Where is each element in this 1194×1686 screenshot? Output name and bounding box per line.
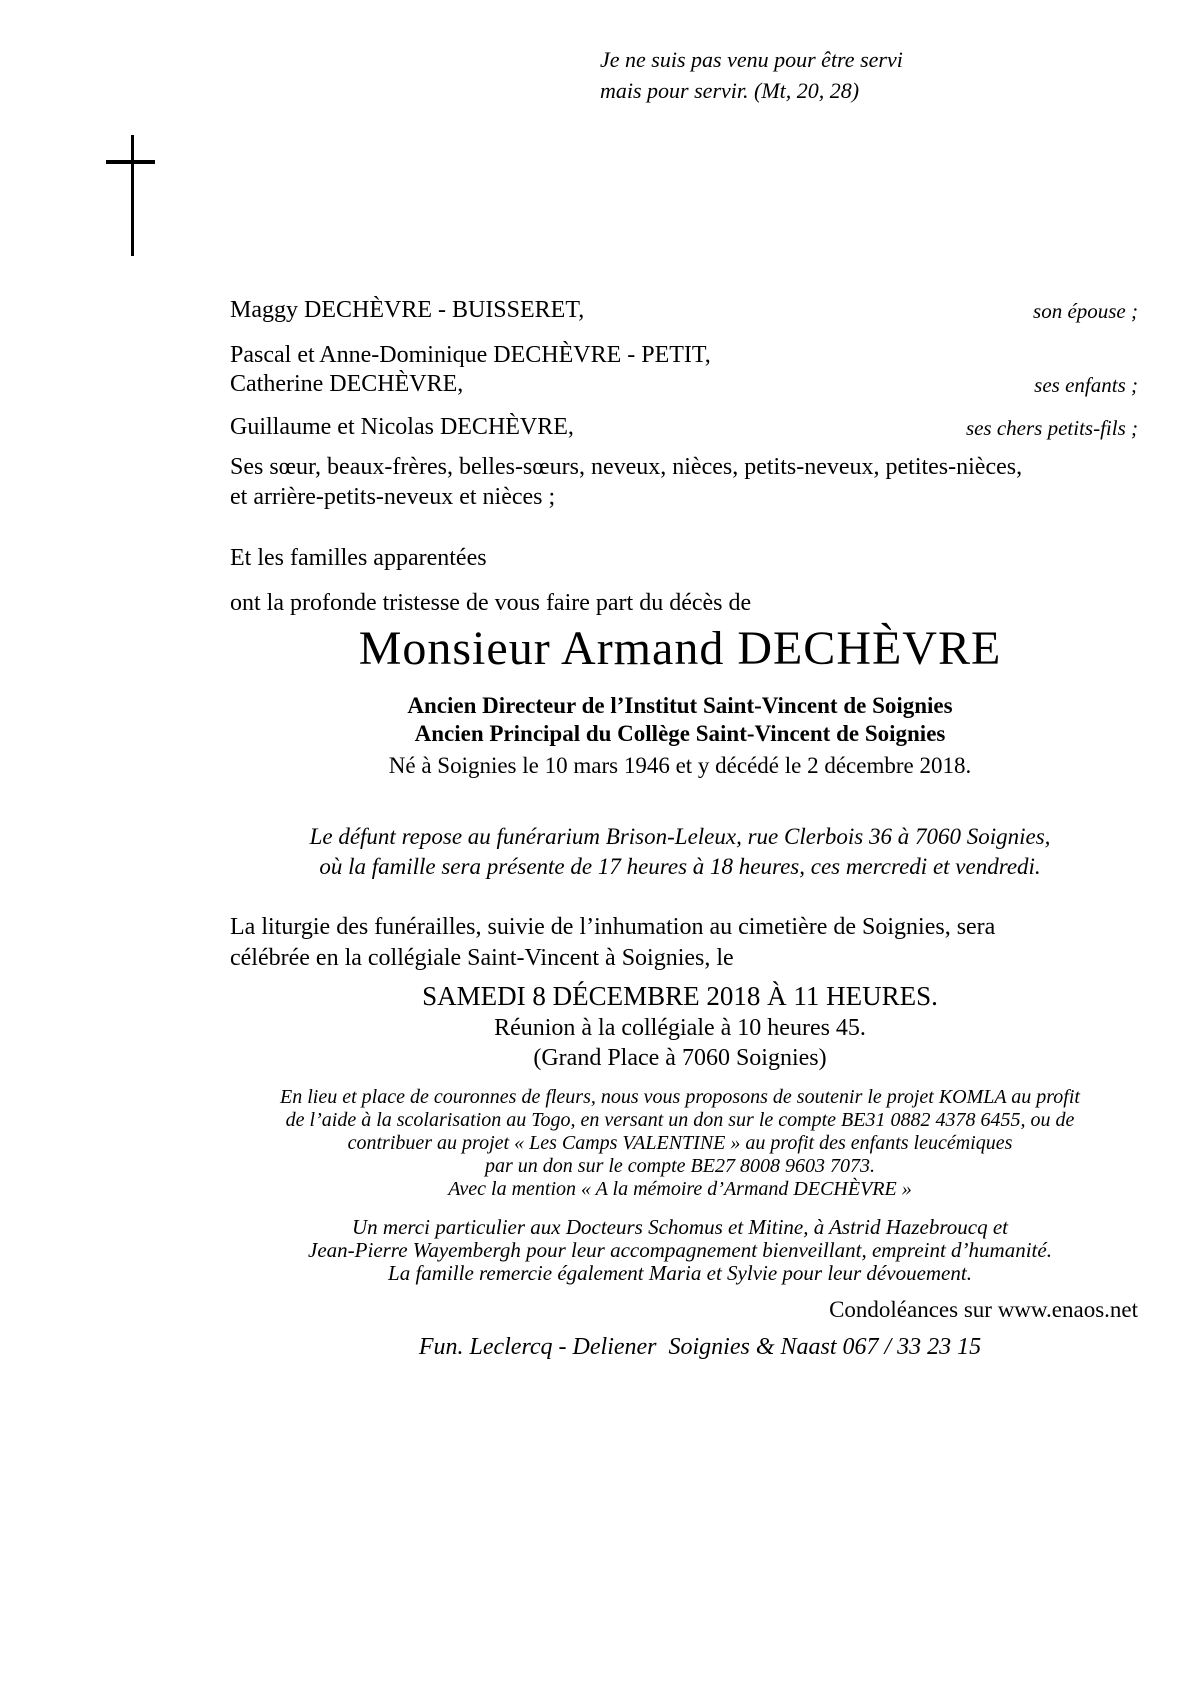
- donation-line1: En lieu et place de couronnes de fleurs, nous vous proposons de soutenir le projet KOMLA au profit: [280, 1086, 1080, 1108]
- extended-family-line1: Ses sœur, beaux-frères, belles-sœurs, neveux, nièces, petits-neveux, petites-nièces,: [230, 454, 1023, 480]
- liturgy-line1: La liturgie des funérailles, suivie de l’inhumation au cimetière de Soignies, sera: [230, 914, 996, 940]
- cross-icon: [106, 135, 156, 256]
- family-name-line: Maggy DECHÈVRE - BUISSERET,: [230, 297, 585, 323]
- repose-line2: où la famille sera présente de 17 heures à 18 heures, ces mercredi et vendredi.: [319, 854, 1041, 879]
- liturgy-line2: célébrée en la collégiale Saint-Vincent à Soignies, le: [230, 945, 734, 971]
- family-relation: son épouse ;: [1033, 299, 1138, 323]
- donation-line3: contribuer au projet « Les Camps VALENTINE » au profit des enfants leucémiques: [347, 1132, 1013, 1154]
- deceased-role-2: Ancien Principal du Collège Saint-Vincent de Soignies: [414, 721, 946, 746]
- family-relation: ses chers petits-fils ;: [965, 416, 1138, 440]
- family-names: [230, 296, 584, 325]
- scripture-quote-line1: Je ne suis pas venu pour être servi: [600, 47, 903, 72]
- family-relation: ses enfants ;: [1034, 373, 1138, 397]
- cross-horizontal-bar: [106, 160, 155, 164]
- funeral-home-line: Fun. Leclercq - Deliener Soignies & Naast 067 / 33 23 15: [418, 1334, 982, 1360]
- ceremony-date-line: SAMEDI 8 DÉCEMBRE 2018 À 11 HEURES.: [422, 981, 938, 1011]
- family-name-line: Guillaume et Nicolas DECHÈVRE,: [230, 414, 574, 440]
- birth-death-line: Né à Soignies le 10 mars 1946 et y décédé le 2 décembre 2018.: [388, 753, 972, 778]
- deceased-name-title: Monsieur Armand DECHÈVRE: [358, 622, 1002, 675]
- related-families-line: Et les familles apparentées: [230, 545, 487, 571]
- family-row-children: [230, 341, 1138, 399]
- thanks-line2: Jean-Pierre Wayembergh pour leur accompagnement bienveillant, empreint d’humanité.: [308, 1238, 1052, 1262]
- donation-line4: par un don sur le compte BE27 8008 9603 7073.: [485, 1155, 875, 1177]
- thanks-line3: La famille remercie également Maria et Sylvie pour leur dévouement.: [388, 1261, 972, 1285]
- ceremony-meeting-line: Réunion à la collégiale à 10 heures 45.: [494, 1015, 866, 1041]
- extended-family-text: [230, 452, 1110, 512]
- repose-line1: Le défunt repose au funérarium Brison-Leleux, rue Clerbois 36 à 7060 Soignies,: [309, 824, 1051, 849]
- cross-vertical-bar: [131, 135, 134, 256]
- family-names: [230, 413, 574, 442]
- family-names: [230, 341, 711, 399]
- extended-family-line2: et arrière-petits-neveux et nièces ;: [230, 484, 556, 510]
- condolences-line: Condoléances sur www.enaos.net: [829, 1297, 1138, 1322]
- thanks-paragraph: [230, 1216, 1130, 1285]
- thanks-line1: Un merci particulier aux Docteurs Schomus et Mitine, à Astrid Hazebroucq et: [352, 1215, 1008, 1239]
- family-name-line: Catherine DECHÈVRE,: [230, 371, 464, 397]
- scripture-quote-line2: mais pour servir. (Mt, 20, 28): [600, 78, 860, 103]
- deceased-role-1: Ancien Directeur de l’Institut Saint-Vincent de Soignies: [407, 693, 953, 718]
- family-name-line: Pascal et Anne-Dominique DECHÈVRE - PETIT,: [230, 342, 711, 368]
- announcement-line: ont la profonde tristesse de vous faire part du décès de: [230, 590, 752, 616]
- scripture-quote: [600, 44, 903, 106]
- family-row-spouse: [230, 296, 1138, 325]
- liturgy-paragraph: [230, 912, 1110, 974]
- repose-info: [230, 822, 1130, 882]
- donation-paragraph: [230, 1086, 1130, 1201]
- family-row-grandsons: [230, 413, 1138, 442]
- donation-line5: Avec la mention « A la mémoire d’Armand DECHÈVRE »: [448, 1178, 912, 1200]
- ceremony-location-line: (Grand Place à 7060 Soignies): [533, 1045, 827, 1071]
- donation-line2: de l’aide à la scolarisation au Togo, en versant un don sur le compte BE31 0882 4378 6455, ou de: [285, 1109, 1075, 1131]
